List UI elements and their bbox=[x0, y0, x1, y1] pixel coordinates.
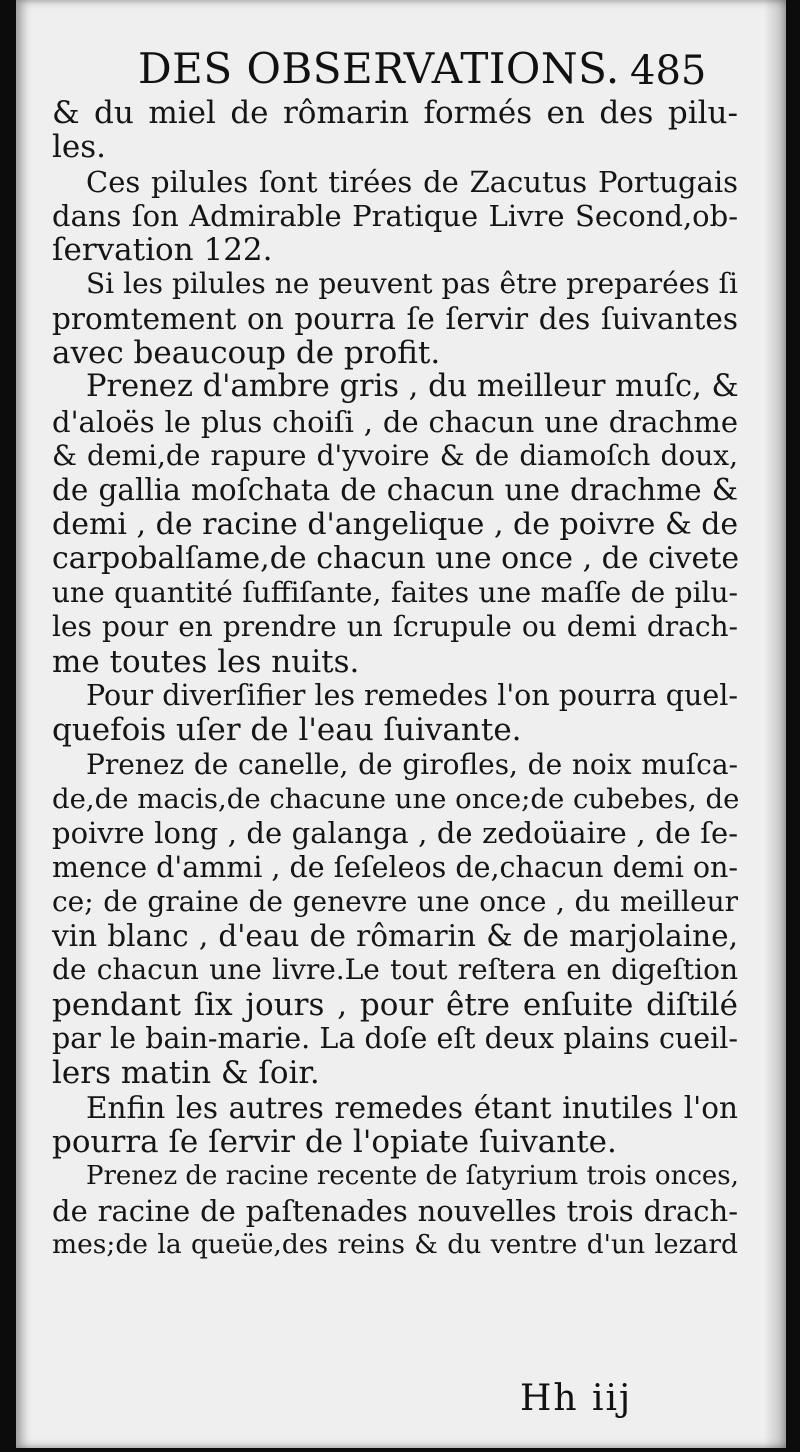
text-line: Prenez de racine recente de ſatyrium trois onces, bbox=[86, 1161, 739, 1192]
text-line: par le bain-marie. La doſe eſt deux plains cueil- bbox=[52, 1022, 738, 1056]
text-line: de,de macis,de chacune une once;de cubebes, de bbox=[52, 782, 740, 815]
text-line: pourra ſe ſervir de l'opiate ſuivante. bbox=[52, 1123, 617, 1160]
text-line: les pour en prendre un ſcrupule ou demi drach- bbox=[52, 610, 738, 644]
text-line: carpobalſame,de chacun une once , de civete bbox=[52, 540, 740, 576]
text-line: Pour diverſifier les remedes l'on pourra quel- bbox=[86, 679, 739, 713]
text-line: Enfin les autres remedes étant inutiles l'on bbox=[86, 1090, 738, 1125]
text-line: poivre long , de galanga , de zedoüaire , de ſe- bbox=[52, 816, 738, 851]
text-line: de chacun une livre.Le tout reſtera en digeſtion bbox=[52, 953, 738, 987]
text-line: dans ſon Admirable Pratique Livre Second,ob- bbox=[52, 198, 738, 233]
text-line: mes;de la queüe,des reins & du ventre d'un lezard bbox=[52, 1228, 738, 1260]
text-line: ce; de graine de genevre une once , du meilleur bbox=[52, 884, 738, 918]
text-line: Ces pilules ſont tirées de Zacutus Portugais bbox=[86, 164, 738, 199]
text-line: lers matin & ſoir. bbox=[52, 1055, 320, 1092]
text-line: Prenez de canelle, de girofles, de noix muſca- bbox=[86, 747, 738, 781]
text-line: demi , de racine d'angelique , de poivre & de bbox=[52, 506, 739, 542]
text-line: avec beaucoup de profit. bbox=[52, 335, 441, 372]
text-line: me toutes les nuits. bbox=[52, 643, 360, 680]
text-line: de gallia moſchata de chacun une drachme & bbox=[52, 473, 738, 508]
signature-mark: Hh iij bbox=[520, 1378, 633, 1419]
text-line: pendant ſix jours , pour être enſuite diſtilé bbox=[52, 986, 738, 1023]
text-line: Prenez d'ambre gris , du meilleur muſc, & bbox=[86, 369, 739, 405]
text-line: mence d'ammi , de ſeſeleos de,chacun demi on- bbox=[52, 850, 739, 884]
book-page bbox=[16, 0, 786, 1448]
text-line: de racine de paſtenades nouvelles trois drach- bbox=[52, 1193, 738, 1228]
text-line: d'aloës le plus choiſi , de chacun une drachme bbox=[52, 404, 738, 439]
gutter-shadow bbox=[764, 0, 786, 1448]
page-number: 485 bbox=[630, 48, 707, 94]
text-line: & demi,de rapure d'yvoire & de diamoſch doux, bbox=[52, 438, 738, 472]
body-text bbox=[52, 96, 738, 1262]
text-line: les. bbox=[52, 129, 107, 166]
running-title: DES OBSERVATIONS. bbox=[138, 44, 620, 93]
text-line: une quantité ſuffiſante, faites une maſſe de pilu- bbox=[52, 576, 738, 610]
text-line: promtement on pourra ſe ſervir des ſuivantes bbox=[52, 301, 738, 336]
text-line: & du miel de rômarin formés en des pilu- bbox=[52, 95, 738, 131]
text-line: quefois uſer de l'eau ſuivante. bbox=[52, 712, 522, 749]
text-line: ſervation 122. bbox=[52, 232, 273, 269]
text-line: vin blanc , d'eau de rômarin & de marjolaine, bbox=[52, 919, 738, 954]
text-line: Si les pilules ne peuvent pas être preparées ſi bbox=[86, 267, 738, 301]
